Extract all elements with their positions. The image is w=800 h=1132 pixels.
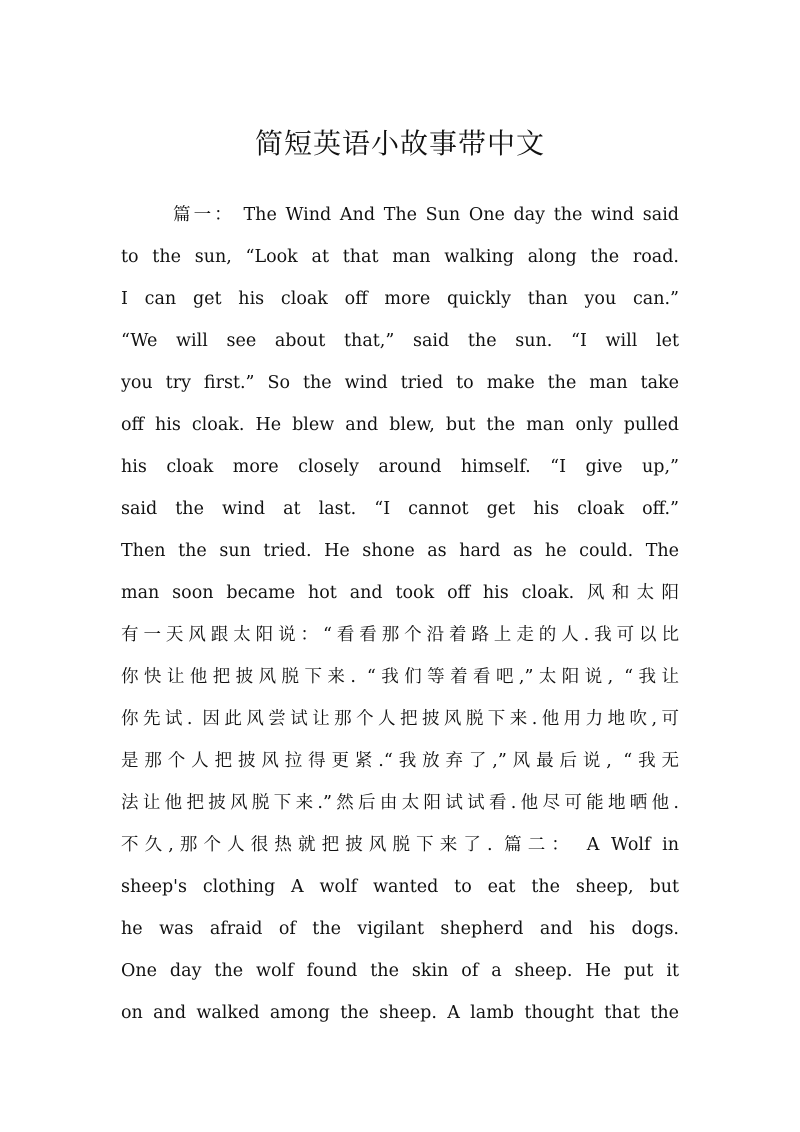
text-line: sheep's clothing A wolf wanted to eat the sheep, but xyxy=(121,877,679,897)
text-line: he was afraid of the vigilant shepherd and his dogs. xyxy=(121,919,679,939)
text-line: 法让他把披风脱下来.”然后由太阳试试看.他尽可能地晒他. xyxy=(121,793,679,813)
text-line: to the sun, “Look at that man walking along the road. xyxy=(121,247,679,267)
text-line: 是那个人把披风拉得更紧.“我放弃了,”风最后说, “我无 xyxy=(121,751,679,771)
text-line: 有一天风跟太阳说：“看看那个沿着路上走的人.我可以比 xyxy=(121,625,679,645)
text-line: you try first.” So the wind tried to make the man take xyxy=(121,373,679,393)
text-line: I can get his cloak off more quickly than you can.” xyxy=(121,289,679,309)
text-line: off his cloak. He blew and blew, but the man only pulled xyxy=(121,415,679,435)
text-line: Then the sun tried. He shone as hard as he could. The xyxy=(121,541,679,561)
text-line: 你先试. 因此风尝试让那个人把披风脱下来.他用力地吹,可 xyxy=(121,709,679,729)
text-line: his cloak more closely around himself. “I give up,” xyxy=(121,457,679,477)
text-line: 不久,那个人很热就把披风脱下来了. 篇二： A Wolf in xyxy=(121,835,679,855)
text-line: 你快让他把披风脱下来. “我们等着看吧,”太阳说, “我让 xyxy=(121,667,679,687)
text-line: man soon became hot and took off his cloak. 风和太阳 xyxy=(121,583,679,603)
text-line: One day the wolf found the skin of a sheep. He put it xyxy=(121,961,679,981)
text-line: said the wind at last. “I cannot get his cloak off.” xyxy=(121,499,679,519)
document-title: 简短英语小故事带中文 xyxy=(254,127,545,160)
text-line: 篇一： The Wind And The Sun One day the wind said xyxy=(173,205,679,225)
text-line: “We will see about that,” said the sun. “I will let xyxy=(121,331,679,351)
story-body xyxy=(121,194,679,1034)
text-line: on and walked among the sheep. A lamb thought that the xyxy=(121,1003,679,1023)
